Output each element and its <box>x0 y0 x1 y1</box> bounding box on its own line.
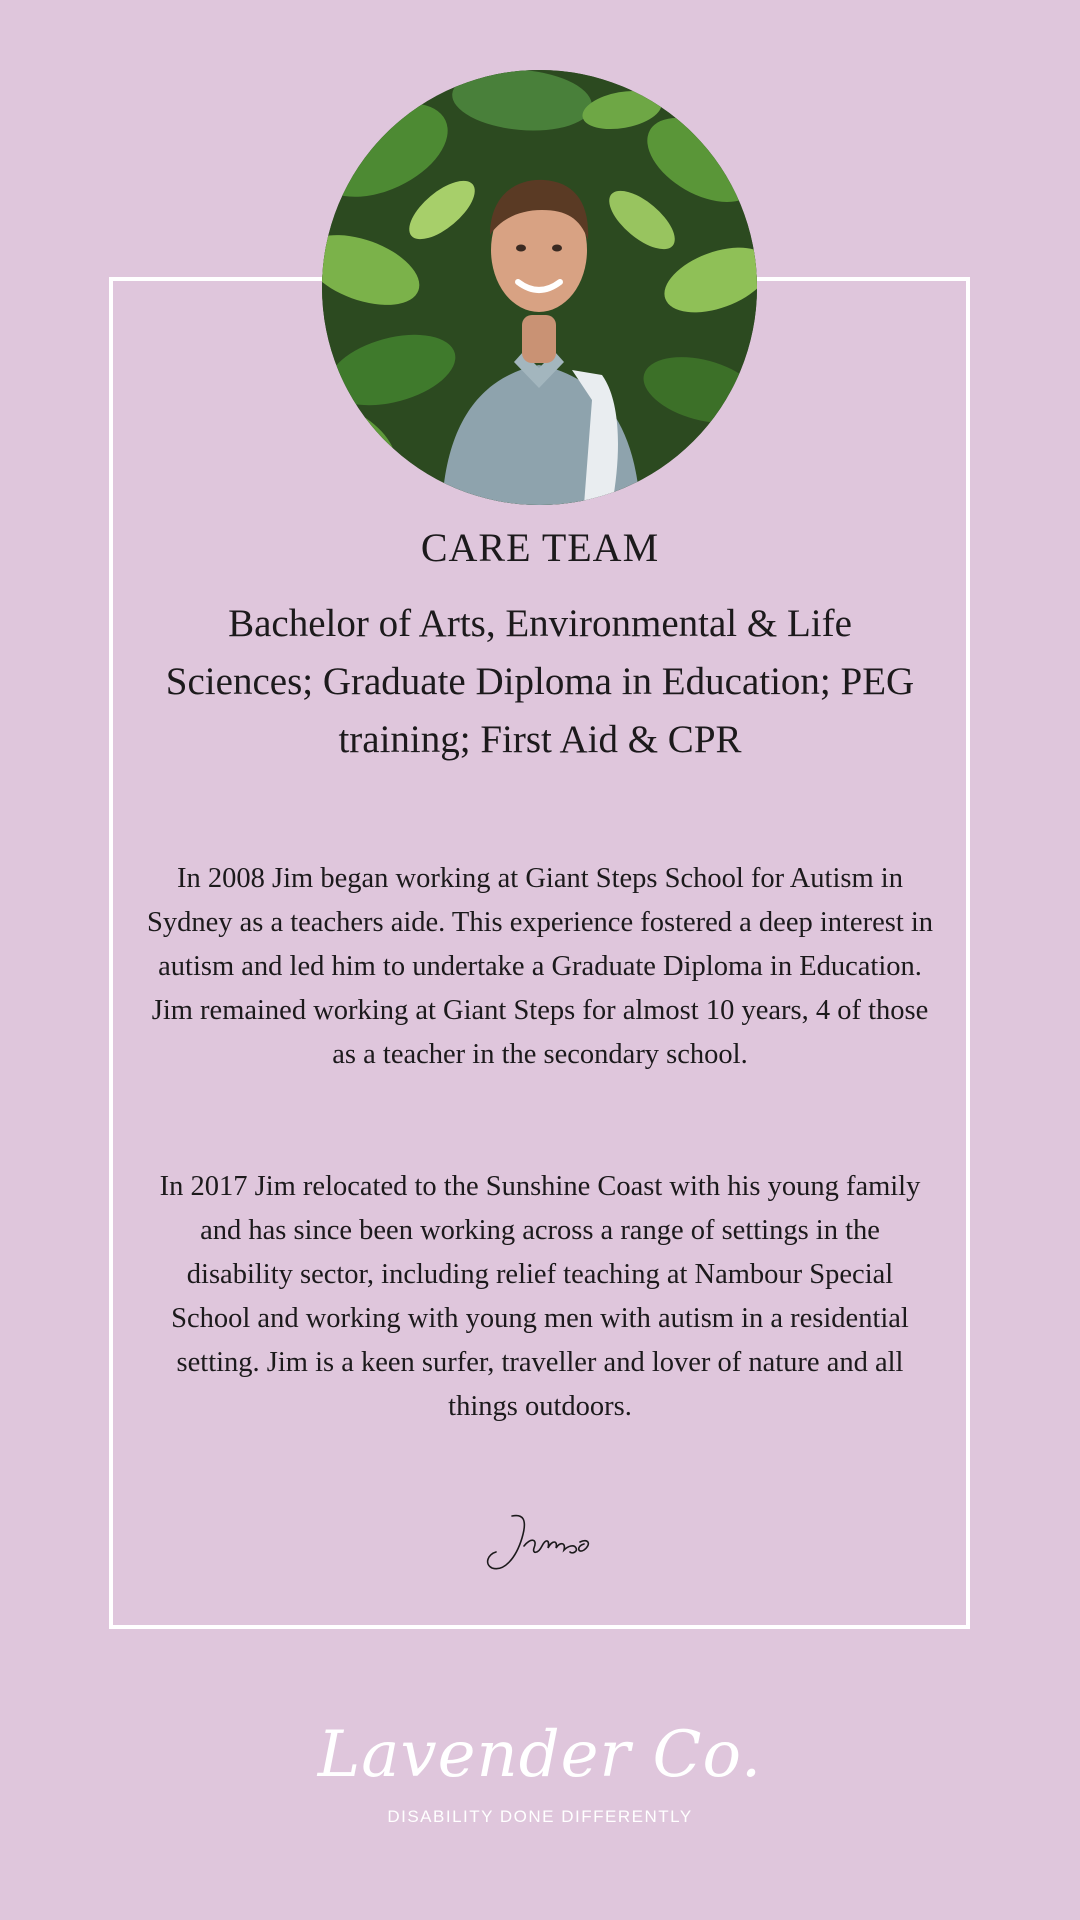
profile-photo <box>322 70 757 505</box>
bio-paragraph: In 2008 Jim began working at Giant Steps School for Autism in Sydney as a teachers aide. This experience fostered a deep interest in autism and led him to undertake a Graduate Diploma in Education. Jim remained working at Giant Steps for almost 10 years, 4 of those as a teacher in the secondary school. <box>146 863 934 1070</box>
brand-name: Lavender Co. <box>317 1718 763 1792</box>
brand-logo <box>0 1715 1080 1827</box>
qualifications-text: Bachelor of Arts, Environmental & Life Sciences; Graduate Diploma in Education; PEG training; First Aid & CPR <box>165 602 915 761</box>
bio-paragraph: In 2017 Jim relocated to the Sunshine Coast with his young family and has since been working across a range of settings in the disability sector, including relief teaching at Nambour Special School and working with young men with autism in a residential setting. Jim is a keen surfer, traveller and lover of nature and all things outdoors. <box>159 1171 921 1422</box>
signature <box>0 1508 1080 1583</box>
section-heading: CARE TEAM <box>420 525 660 570</box>
profile-photo-illustration <box>322 70 757 505</box>
brand-tagline: DISABILITY DONE DIFFERENTLY <box>387 1807 693 1826</box>
signature-mark <box>480 1508 600 1578</box>
